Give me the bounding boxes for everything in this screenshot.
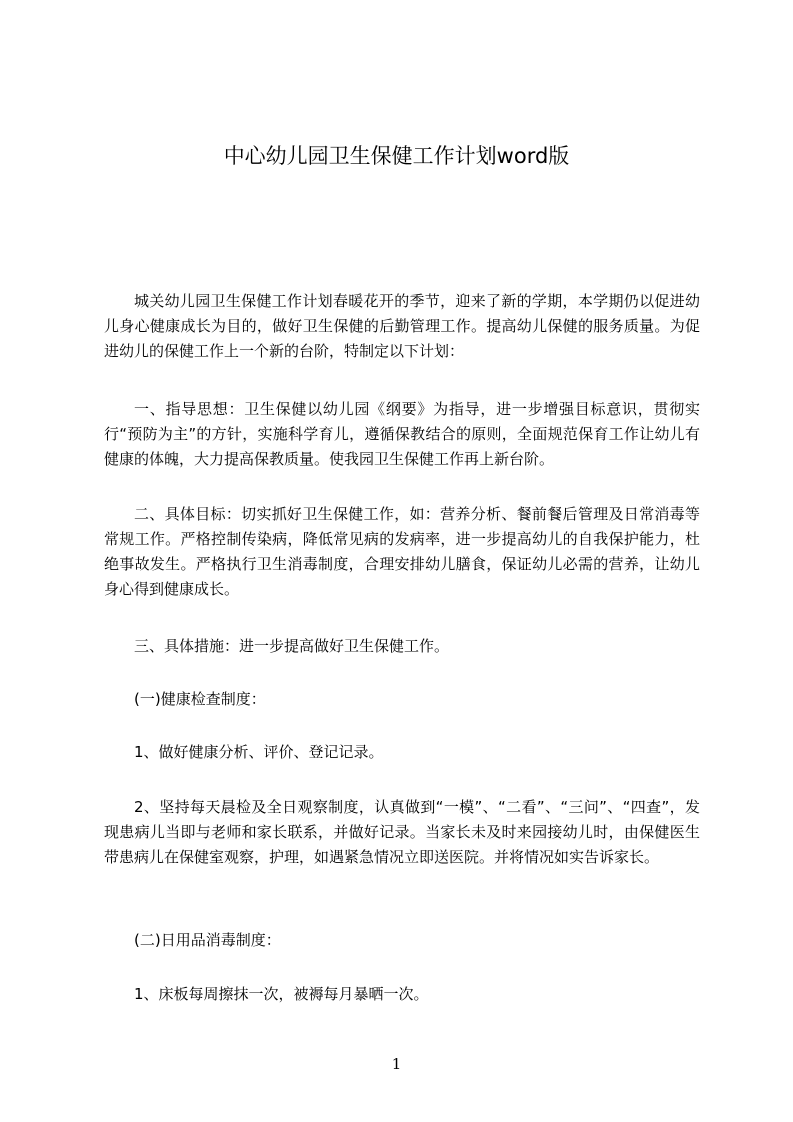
paragraph-bed-cleaning: 1、床板每周擦抹一次，被褥每月暴晒一次。	[134, 985, 429, 1003]
document-title: 中心幼儿园卫生保健工作计划word版	[223, 144, 570, 168]
paragraph-health-analysis: 1、做好健康分析、评价、登记记录。	[134, 743, 384, 761]
page-number: 1	[391, 1055, 402, 1073]
paragraph-intro: 城关幼儿园卫生保健工作计划春暖花开的季节，迎来了新的学期，本学期仍以促进幼儿身心健康成长为目的，做好卫生保健的后勤管理工作。提高幼儿保健的服务质量。为促进幼儿的保健工作上一个新的台阶，特制定以下计划：	[104, 292, 700, 360]
paragraph-morning-check: 2、坚持每天晨检及全日观察制度，认真做到“一模”、“二看”、“三问”、“四查”，发现患病儿当即与老师和家长联系，并做好记录。当家长未及时来园接幼儿时，由保健医生带患病儿在保健室观察，护理，如遇紧急情况立即送医院。并将情况如实告诉家长。	[104, 798, 700, 866]
heading-health-check-system: (一)健康检查制度：	[134, 690, 266, 708]
paragraph-specific-goals: 二、具体目标：切实抓好卫生保健工作，如：营养分析、餐前餐后管理及日常消毒等常规工作。严格控制传染病，降低常见病的发病率，进一步提高幼儿的自我保护能力，杜绝事故发生。严格执行卫生消毒制度，合理安排幼儿膳食，保证幼儿必需的营养，让幼儿身心得到健康成长。	[104, 505, 700, 598]
heading-disinfection-system: (二)日用品消毒制度：	[134, 931, 281, 949]
paragraph-specific-measures: 三、具体措施：进一步提高做好卫生保健工作。	[134, 637, 450, 655]
paragraph-guiding-ideology: 一、指导思想：卫生保健以幼儿园《纲要》为指导，进一步增强目标意识，贯彻实行“预防为主”的方针，实施科学育儿，遵循保教结合的原则，全面规范保育工作让幼儿有健康的体魄，大力提高保教质量。使我园卫生保健工作再上新台阶。	[104, 400, 700, 468]
